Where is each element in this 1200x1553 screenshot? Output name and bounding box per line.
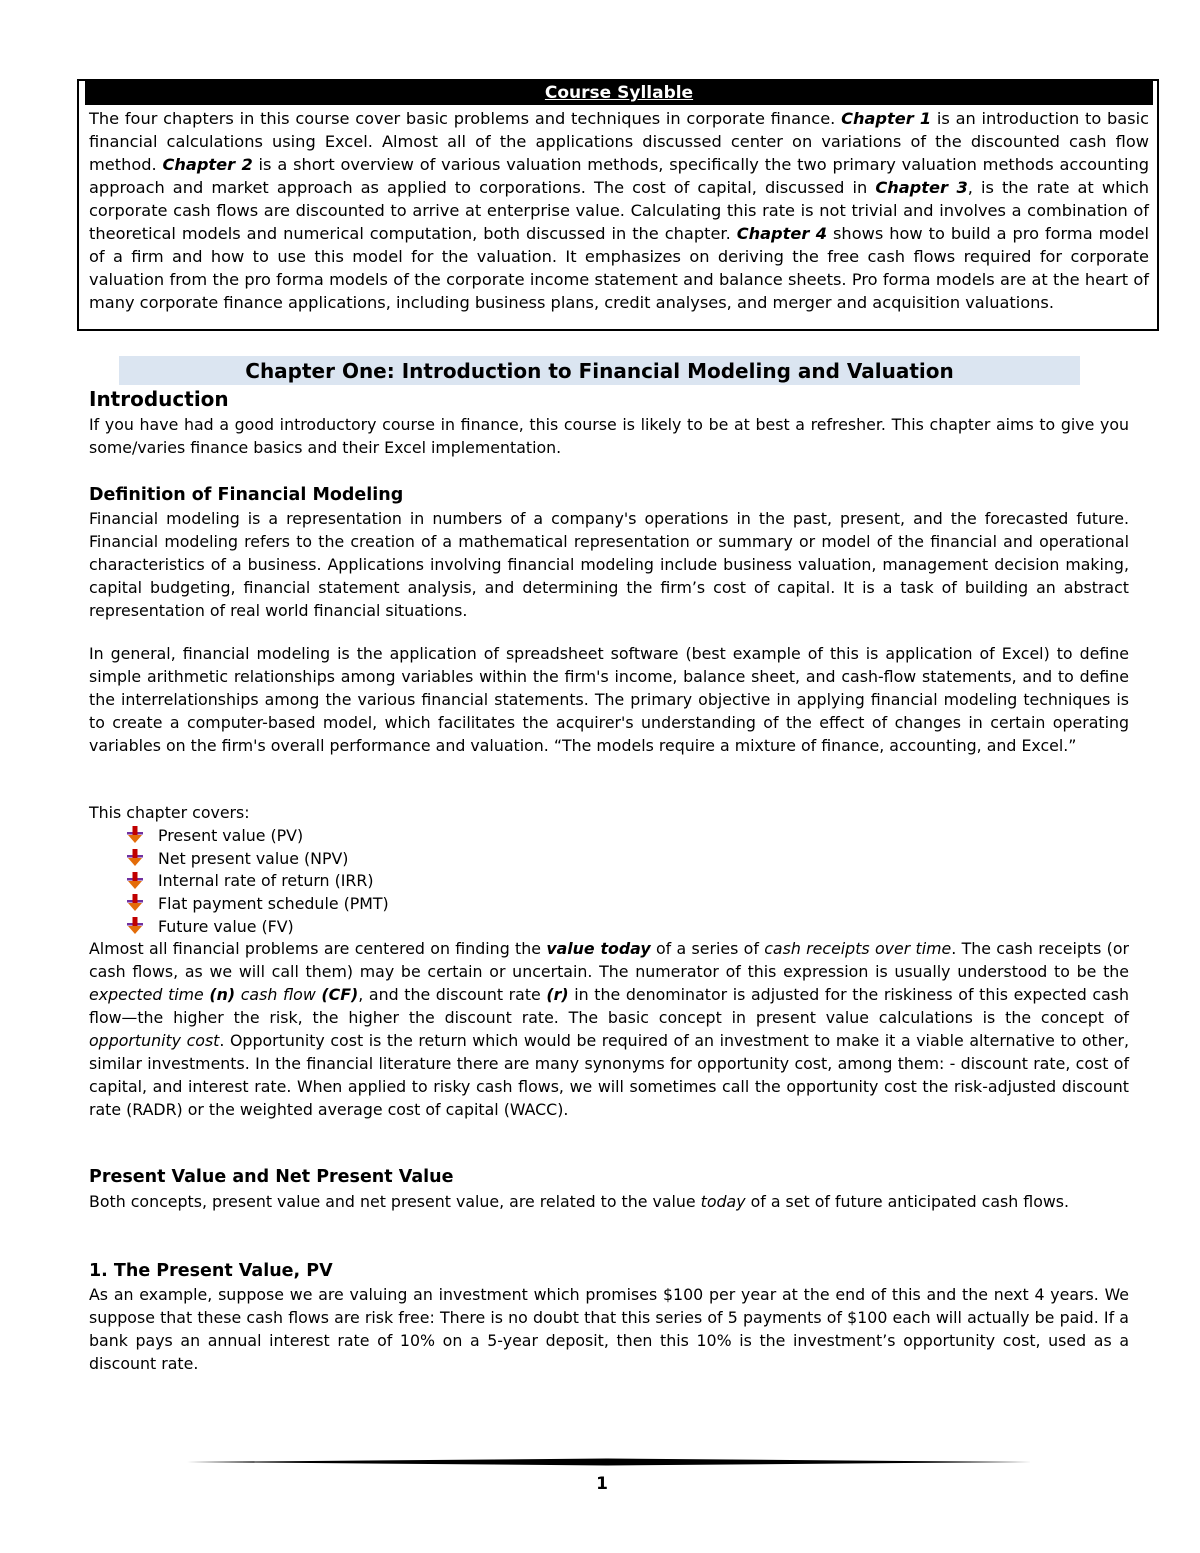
chapter-3-ref: Chapter 3 [875,178,968,197]
introduction-heading: Introduction [89,387,229,411]
course-syllable-title: Course Syllable [85,81,1153,105]
list-item: Net present value (NPV) [124,847,389,870]
definition-paragraph-1: Financial modeling is a representation in numbers of a company's operations in the past, present, and the forecasted future. Financial modeling refers to the creation of a mathematical representation or summary or model of the financial and operational characteristics of a business. Applications involving financial modeling include business valuation, management decision making, capital budgeting, financial statement analysis, and determining the firm’s cost of capital. It is a task of building an abstract representation of real world financial situations. [89,509,1129,620]
definition-paragraph-2: In general, financial modeling is the application of spreadsheet software (best example of this is application of Excel) to define simple arithmetic relationships among variables within the firm's income, balance sheet, and cash-flow statements, and to define the interrelationships among the various financial statements. The primary objective in applying financial modeling techniques is to create a computer-based model, which facilitates the acquirer's understanding of the effect of changes in certain operating variables on the firm's overall performance and valuation. “The models require a mixture of finance, accounting, and Excel.” [89,644,1129,755]
list-item: Internal rate of return (IRR) [124,869,389,892]
list-item: Flat payment schedule (PMT) [124,892,389,915]
down-arrow-bullet-icon [124,826,146,844]
covers-list [124,824,389,937]
pv-npv-heading: Present Value and Net Present Value [89,1167,454,1187]
cash-flow-paragraph: Almost all financial problems are centered on finding the value today of a series of cash receipts over time. The cash receipts (or cash flows, as we will call them) may be certain or uncertain. The numerator of this expression is usually understood to be the expected time (n) cash flow (CF), and the discount rate (r) in the denominator is adjusted for the riskiness of this expected cash flow—the higher the risk, the higher the discount rate. The basic concept in present value calculations is the concept of opportunity cost. Opportunity cost is the return which would be required of an investment to make it a viable alternative to other, similar investments. In the financial literature there are many synonyms for opportunity cost, among them: - discount rate, cost of capital, and interest rate. When applied to risky cash flows, we will sometimes call the opportunity cost the risk-adjusted discount rate (RADR) or the weighted average cost of capital (WACC). [89,939,1130,1119]
definition-heading: Definition of Financial Modeling [89,485,404,505]
list-item: Present value (PV) [124,824,389,847]
chapter-1-ref: Chapter 1 [841,109,932,128]
present-value-heading: 1. The Present Value, PV [89,1261,333,1281]
present-value-text: As an example, suppose we are valuing an investment which promises $100 per year at the end of this and the next 4 years. We suppose that these cash flows are risk free: There is no doubt that this series of 5 payments of $100 each will actually be paid. If a bank pays an annual interest rate of 10% on a 5-year deposit, then this 10% is the investment’s opportunity cost, used as a discount rate. [89,1285,1129,1373]
course-syllable-text: The four chapters in this course cover basic problems and techniques in corporate finance. Chapter 1 is an introduction to basic financial calculations using Excel. Almost all of the applications discussed center on variations of the discounted cash flow method. Chapter 2 is a short overview of various valuation methods, specifically the two primary valuation methods accounting approach and market approach as applied to corporations. The cost of capital, discussed in Chapter 3, is the rate at which corporate cash flows are discounted to arrive at enterprise value. Calculating this rate is not trivial and involves a combination of theoretical models and numerical computation, both discussed in the chapter. Chapter 4 shows how to build a pro forma model of a firm and how to use this model for the valuation. It emphasizes on deriving the free cash flows required for corporate valuation from the pro forma models of the corporate income statement and balance sheets. Pro forma models are at the heart of many corporate finance applications, including business plans, credit analyses, and merger and acquisition valuations. [89,109,1149,312]
chapter-2-ref: Chapter 2 [162,155,253,174]
chapter-title: Chapter One: Introduction to Financial Modeling and Valuation [245,359,954,383]
list-item: Future value (FV) [124,915,389,938]
down-arrow-bullet-icon [124,872,146,890]
introduction-text: If you have had a good introductory course in finance, this course is likely to be at best a refresher. This chapter aims to give you some/varies finance basics and their Excel implementation. [89,415,1129,457]
covers-lead: This chapter covers: [89,803,250,822]
value-today-emphasis: value today [546,939,651,958]
footer-rule [187,1458,1032,1466]
down-arrow-bullet-icon [124,917,146,935]
pv-npv-text: Both concepts, present value and net present value, are related to the value today of a set of future anticipated cash flows. [89,1192,1070,1211]
page-number: 1 [596,1474,608,1494]
down-arrow-bullet-icon [124,894,146,912]
chapter-4-ref: Chapter 4 [736,224,828,243]
down-arrow-bullet-icon [124,849,146,867]
chapter-heading-band [119,356,1080,385]
